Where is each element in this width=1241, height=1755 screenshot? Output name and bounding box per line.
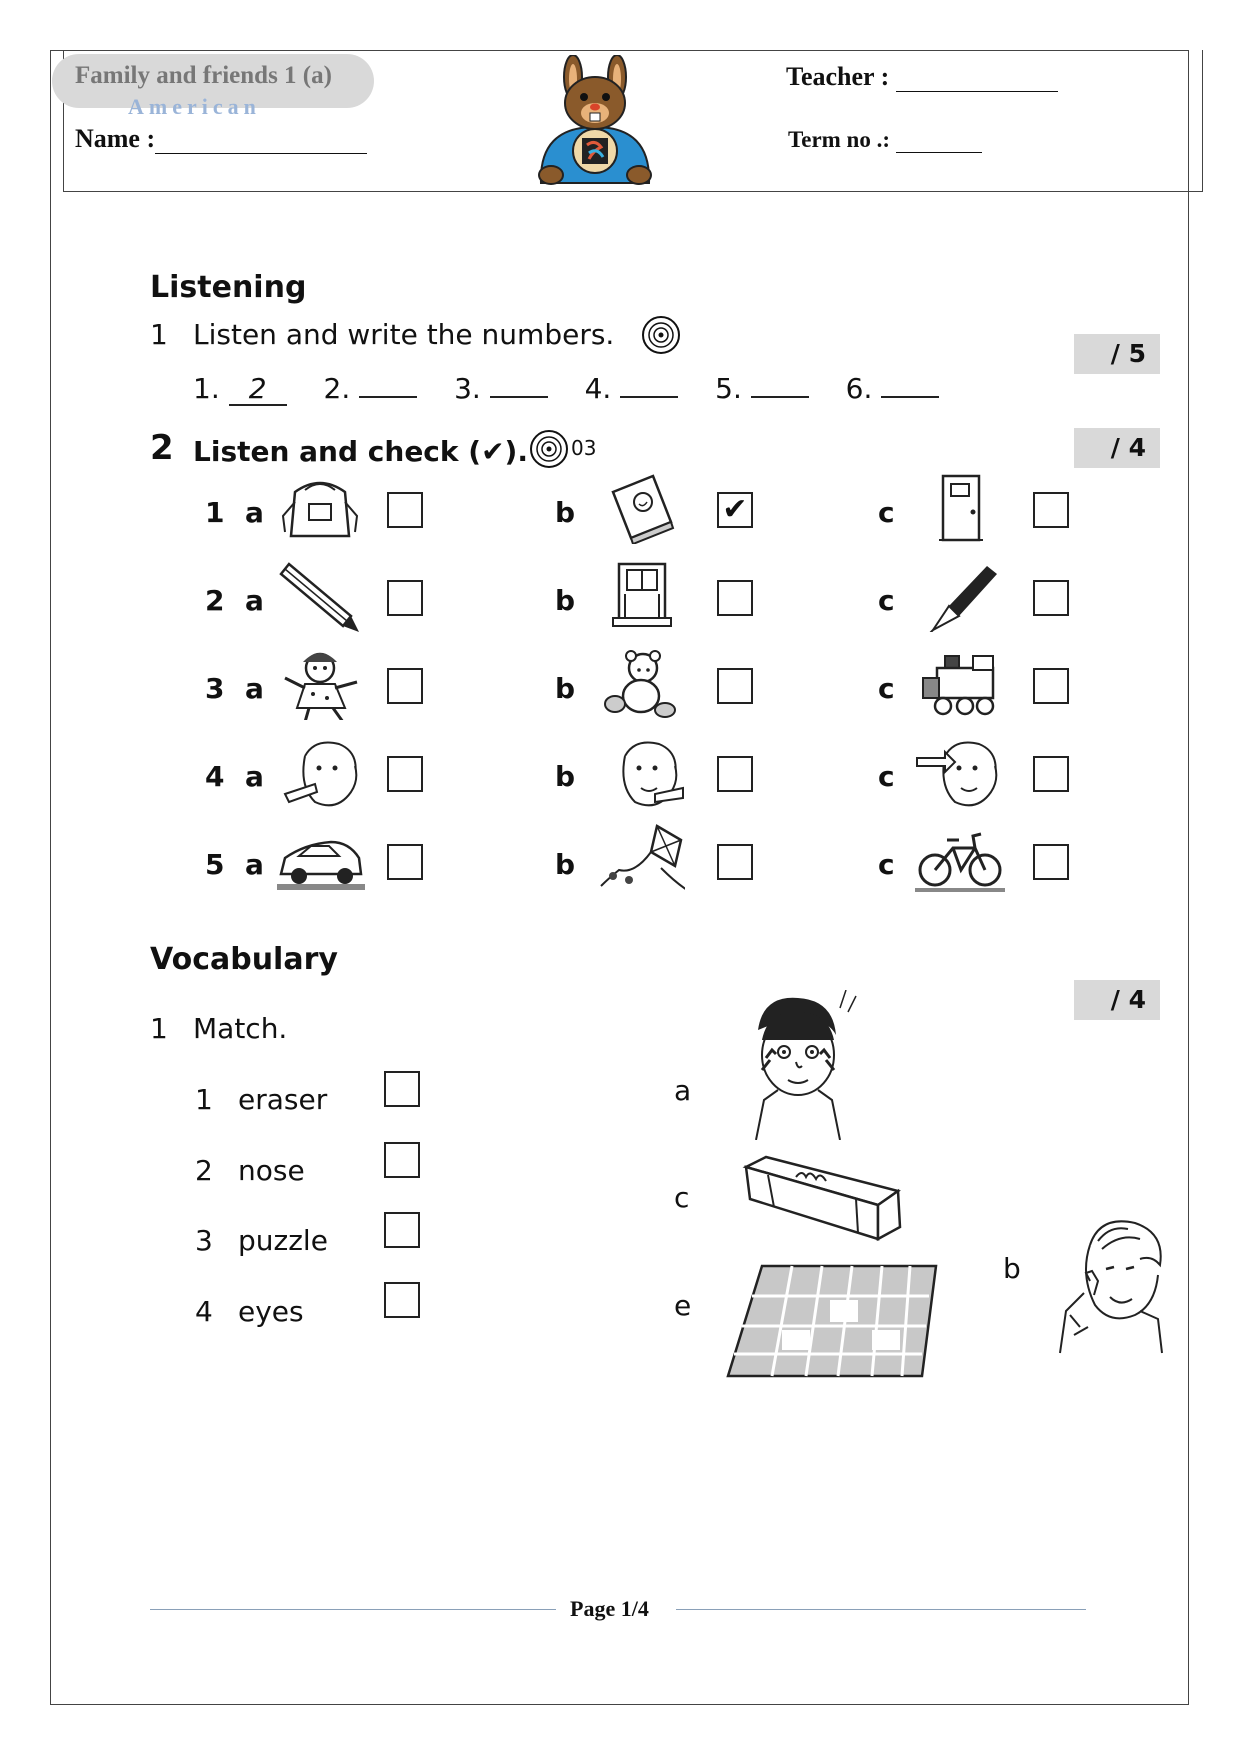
doll-icon: [275, 648, 365, 720]
word-eyes: eyes: [238, 1295, 304, 1328]
option-letter: a: [245, 672, 264, 705]
teddy-bear-icon: [595, 648, 685, 720]
term-blank[interactable]: [896, 130, 982, 153]
picture-letter: c: [674, 1181, 690, 1214]
answer-blank[interactable]: [620, 366, 678, 398]
ex1-instruction: Listen and write the numbers.: [193, 318, 615, 351]
option-letter: a: [245, 496, 264, 529]
teacher-blank[interactable]: [896, 65, 1058, 92]
car-icon: [275, 824, 365, 896]
item-number: 5.: [715, 372, 742, 405]
train-icon: [915, 648, 1005, 720]
word-puzzle: puzzle: [238, 1224, 328, 1257]
vocab-score: / 4: [1074, 980, 1160, 1020]
option-letter: b: [555, 496, 576, 529]
cd-icon: [528, 428, 570, 470]
pencil-icon: [275, 560, 365, 632]
word-eraser: eraser: [238, 1083, 328, 1116]
option-letter: c: [878, 672, 895, 705]
picture-letter: b: [1003, 1252, 1021, 1285]
pen-icon: [915, 560, 1005, 632]
answer-checkbox[interactable]: [1033, 580, 1069, 616]
name-label: Name :: [75, 124, 156, 153]
vocab-ex1-instruction: Match.: [193, 1012, 288, 1045]
word-number: 4: [195, 1295, 213, 1328]
answer-blank[interactable]: 2: [229, 374, 287, 406]
answer-checkbox[interactable]: [717, 756, 753, 792]
answer-checkbox[interactable]: [387, 756, 423, 792]
series-subtitle: American: [128, 94, 261, 119]
answer-checkbox[interactable]: [387, 844, 423, 880]
option-letter: a: [245, 848, 264, 881]
option-letter: c: [878, 760, 895, 793]
series-title: Family and friends 1 (a): [75, 62, 332, 89]
ex2-number: 2: [150, 428, 174, 468]
rabbit-mascot-icon: [535, 55, 655, 185]
item-number: 4.: [584, 372, 612, 405]
boy-eyes-icon: [728, 990, 858, 1140]
item-number: 2.: [323, 372, 351, 405]
window-icon: [595, 560, 685, 632]
puzzle-icon: [722, 1260, 942, 1382]
question-number: 1: [205, 496, 225, 529]
option-letter: b: [555, 848, 576, 881]
term-label: Term no .:: [788, 127, 891, 152]
question-number: 2: [205, 584, 225, 617]
match-checkbox[interactable]: [384, 1212, 420, 1248]
word-nose: nose: [238, 1154, 305, 1187]
answer-checkbox[interactable]: [1033, 668, 1069, 704]
option-letter: c: [878, 584, 895, 617]
match-checkbox[interactable]: [384, 1071, 420, 1107]
name-blank[interactable]: [155, 127, 367, 154]
answer-checkbox[interactable]: ✔: [717, 492, 753, 528]
word-number: 1: [195, 1083, 213, 1116]
option-letter: b: [555, 760, 576, 793]
word-number: 2: [195, 1154, 213, 1187]
term-field[interactable]: [788, 127, 982, 153]
door-icon: [915, 472, 1005, 544]
answer-checkbox[interactable]: [1033, 492, 1069, 528]
ex1-answer-row: [193, 366, 939, 406]
item-number: 3.: [454, 372, 481, 405]
page-number: Page 1/4: [570, 1596, 649, 1621]
answer-checkbox[interactable]: [717, 844, 753, 880]
question-number: 4: [205, 760, 225, 793]
footer-rule-right: [676, 1609, 1086, 1610]
option-letter: c: [878, 496, 895, 529]
ex1-number: 1: [150, 318, 168, 351]
teacher-field[interactable]: [786, 62, 1058, 92]
book-icon: [595, 472, 685, 544]
answer-blank[interactable]: [359, 366, 417, 398]
boy-nose-icon: [1040, 1215, 1170, 1355]
mouth-icon: [275, 736, 365, 808]
kite-icon: [595, 824, 685, 896]
answer-blank[interactable]: [490, 366, 548, 398]
answer-checkbox[interactable]: [387, 492, 423, 528]
backpack-icon: [275, 472, 365, 544]
answer-checkbox[interactable]: [1033, 756, 1069, 792]
cd-icon: [640, 314, 682, 356]
match-checkbox[interactable]: [384, 1282, 420, 1318]
bike-icon: [915, 824, 1005, 896]
option-letter: a: [245, 584, 264, 617]
eraser-icon: [738, 1155, 902, 1247]
question-number: 3: [205, 672, 225, 705]
listening-title: Listening: [150, 270, 307, 305]
ex2-score: / 4: [1074, 428, 1160, 468]
answer-blank[interactable]: [881, 366, 939, 398]
answer-blank[interactable]: [751, 366, 809, 398]
answer-checkbox[interactable]: [717, 668, 753, 704]
track-number: 03: [571, 436, 597, 460]
vocab-ex1-number: 1: [150, 1012, 168, 1045]
ex1-score: / 5: [1074, 334, 1160, 374]
word-number: 3: [195, 1224, 213, 1257]
option-letter: b: [555, 672, 576, 705]
picture-letter: e: [674, 1289, 692, 1322]
answer-checkbox[interactable]: [1033, 844, 1069, 880]
answer-checkbox[interactable]: [717, 580, 753, 616]
option-letter: c: [878, 848, 895, 881]
option-letter: b: [555, 584, 576, 617]
question-number: 5: [205, 848, 225, 881]
option-letter: a: [245, 760, 264, 793]
item-number: 1.: [193, 372, 220, 405]
item-number: 6.: [845, 372, 873, 405]
teacher-label: Teacher :: [786, 62, 890, 91]
match-checkbox[interactable]: [384, 1142, 420, 1178]
footer-rule-left: [150, 1609, 556, 1610]
name-field[interactable]: [75, 124, 367, 154]
answer-checkbox[interactable]: [387, 580, 423, 616]
answer-checkbox[interactable]: [387, 668, 423, 704]
chin-icon: [595, 736, 685, 808]
picture-letter: a: [674, 1074, 692, 1107]
ear-icon: [915, 736, 1005, 808]
vocabulary-title: Vocabulary: [150, 942, 338, 977]
ex2-instruction: Listen and check (✔).: [193, 435, 528, 468]
